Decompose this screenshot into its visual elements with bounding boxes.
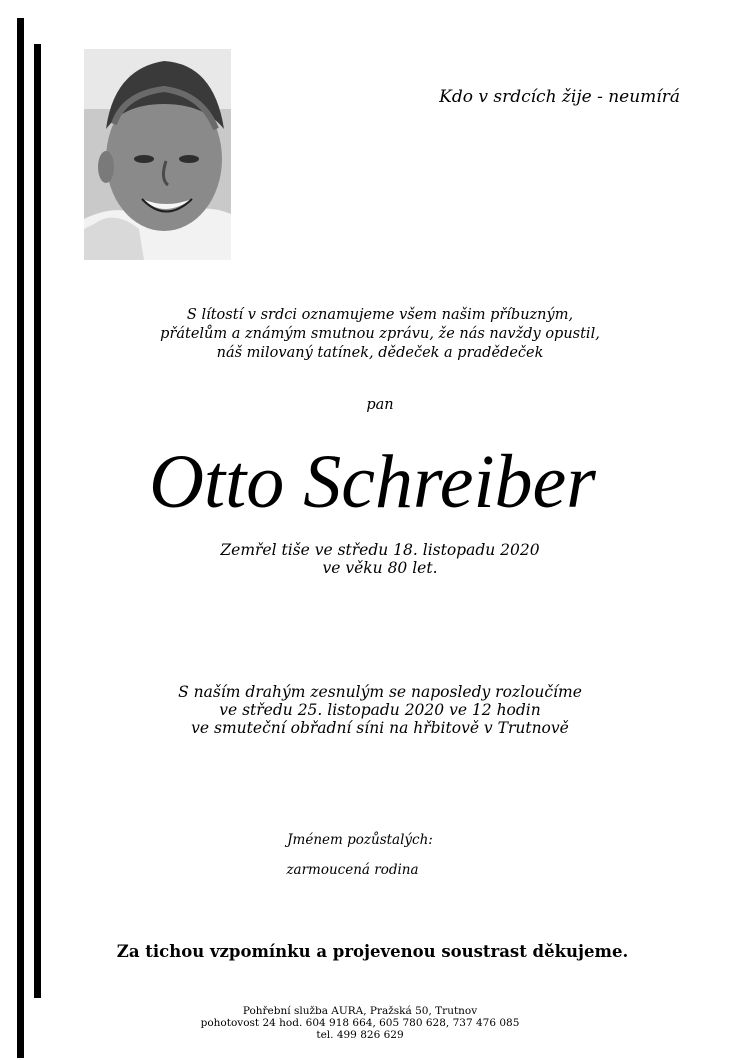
death-info — [60, 541, 700, 577]
intro-line: přátelům a známým smutnou zprávu, že nás navždy opustil, — [160, 326, 600, 342]
deceased-name: Otto Schreiber — [149, 440, 596, 524]
intro-line: náš milovaný tatínek, dědeček a pradědeček — [216, 345, 544, 361]
farewell-line: S naším drahým zesnulým se naposledy rozloučíme — [178, 683, 582, 701]
footer-line: tel. 499 826 629 — [316, 1029, 404, 1041]
intro-paragraph — [60, 306, 700, 363]
footer-line: pohotovost 24 hod. 604 918 664, 605 780 628, 737 476 085 — [200, 1017, 520, 1029]
farewell-line: ve středu 25. listopadu 2020 ve 12 hodin — [219, 701, 541, 719]
death-info-line: ve věku 80 let. — [322, 559, 438, 577]
farewell-line: ve smuteční obřadní síni na hřbitově v Trutnově — [191, 719, 569, 737]
portrait-photo — [84, 49, 231, 260]
thanks-message: Za tichou vzpomínku a projevenou soustrast děkujeme. — [116, 942, 629, 961]
title-word: pan — [366, 397, 394, 413]
motto-quote: Kdo v srdcích žije - neumírá — [439, 87, 680, 107]
family-signature: zarmoucená rodina — [286, 862, 419, 878]
death-info-line: Zemřel tiše ve středu 18. listopadu 2020 — [220, 541, 540, 559]
left-border-bar — [17, 18, 24, 1058]
on-behalf-label: Jménem pozůstalých: — [287, 832, 433, 848]
footer-line: Pohřební služba AURA, Pražská 50, Trutnov — [242, 1005, 478, 1017]
farewell-info — [60, 683, 700, 737]
funeral-service-footer — [140, 1005, 580, 1041]
intro-line: S lítostí v srdci oznamujeme všem našim příbuzným, — [186, 307, 574, 323]
